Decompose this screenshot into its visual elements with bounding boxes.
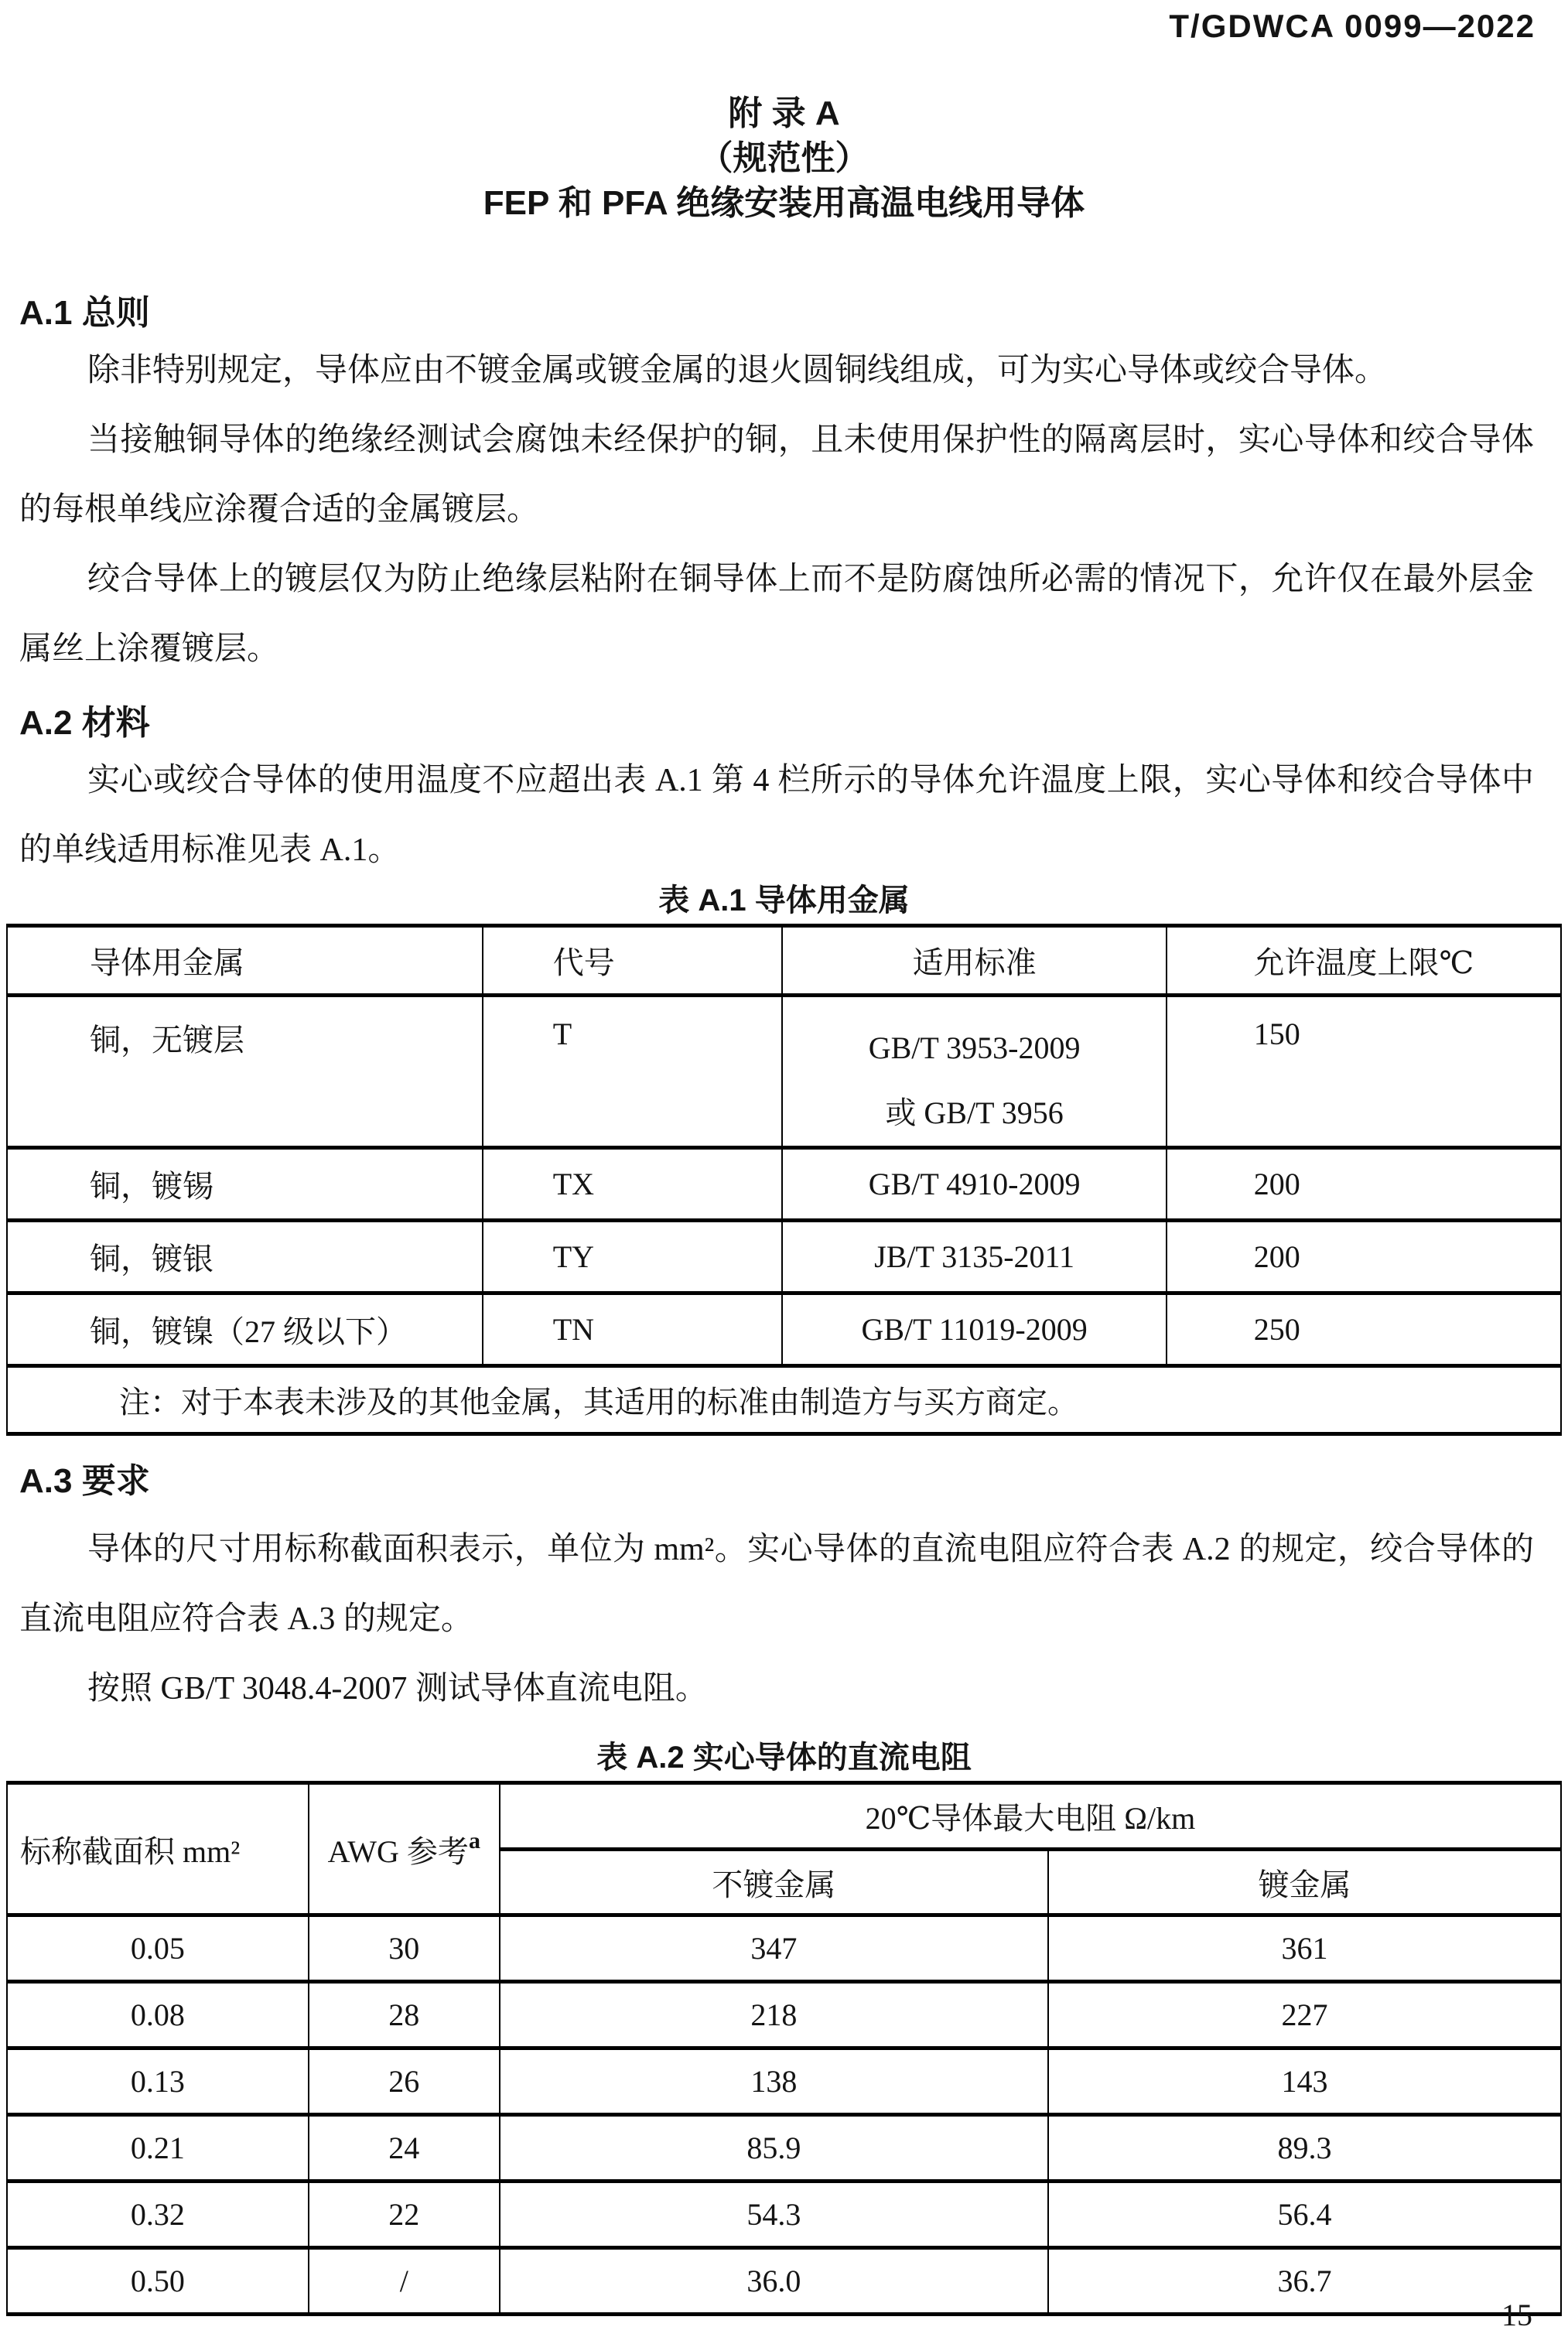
cell-awg: /	[309, 2248, 500, 2315]
appendix-title: 附 录 A	[728, 94, 840, 132]
paragraph-a1-1: 除非特别规定，导体应由不镀金属或镀金属的退火圆铜线组成，可为实心导体或绞合导体。	[87, 353, 1388, 388]
paragraph-a3-2: 按照 GB/T 3048.4-2007 测试导体直流电阻。	[87, 1671, 708, 1707]
table-row	[7, 1915, 1561, 1982]
cell-metal: 铜，无镀层	[7, 996, 483, 1148]
paragraph-a1-3: 绞合导体上的镀层仅为防止绝缘层粘附在铜导体上而不是防腐蚀所必需的情况下，允许仅在最外层金属丝上涂覆镀层。	[19, 562, 1534, 667]
cell-standard-line1: GB/T 3953-2009	[868, 1030, 1081, 1065]
cell-plated: 143	[1048, 2048, 1561, 2115]
cell-code: T	[483, 996, 783, 1148]
cell-plated: 56.4	[1048, 2182, 1561, 2248]
table-a1-header-standard: 适用标准	[782, 926, 1166, 996]
cell-standard: JB/T 3135-2011	[782, 1221, 1166, 1293]
cell-temp: 200	[1167, 1148, 1561, 1221]
appendix-normative-label: （规范性）	[699, 139, 869, 177]
cell-unplated: 138	[500, 2048, 1048, 2115]
cell-unplated: 85.9	[500, 2115, 1048, 2182]
paragraph-a3-1: 导体的尺寸用标称截面积表示，单位为 mm²。实心导体的直流电阻应符合表 A.2 的规定，绞合导体的直流电阻应符合表 A.3 的规定。	[19, 1532, 1534, 1637]
cell-plated: 227	[1048, 1982, 1561, 2048]
cell-area: 0.21	[7, 2115, 309, 2182]
cell-unplated: 54.3	[500, 2182, 1048, 2248]
table-a2-caption: 表 A.2 实心导体的直流电阻	[596, 1741, 972, 1775]
table-row	[7, 2115, 1561, 2182]
table-a2-group-header-row	[7, 1783, 1561, 1850]
cell-metal: 铜，镀镍（27 级以下）	[7, 1293, 483, 1366]
cell-temp: 200	[1167, 1221, 1561, 1293]
table-row	[7, 1982, 1561, 2048]
cell-standard: GB/T 4910-2009	[782, 1148, 1166, 1221]
cell-metal: 铜，镀锡	[7, 1148, 483, 1221]
cell-standard: GB/T 11019-2009	[782, 1293, 1166, 1366]
table-a1-header-metal: 导体用金属	[7, 926, 483, 996]
cell-area: 0.13	[7, 2048, 309, 2115]
cell-plated: 36.7	[1048, 2248, 1561, 2315]
section-heading-a2: A.2 材料	[19, 704, 150, 742]
cell-area: 0.32	[7, 2182, 309, 2248]
cell-area: 0.50	[7, 2248, 309, 2315]
cell-standard-line2: 或 GB/T 3956	[885, 1095, 1064, 1130]
cell-awg: 22	[309, 2182, 500, 2248]
table-a1-caption: 表 A.1 导体用金属	[658, 883, 910, 917]
cell-awg: 24	[309, 2115, 500, 2182]
table-row	[7, 2048, 1561, 2115]
table-row	[7, 996, 1561, 1148]
cell-awg: 26	[309, 2048, 500, 2115]
appendix-subject-title: FEP 和 PFA 绝缘安装用高温电线用导体	[483, 184, 1085, 222]
table-row	[7, 2182, 1561, 2248]
section-heading-a3: A.3 要求	[19, 1462, 150, 1500]
table-a2-header-area: 标称截面积 mm²	[7, 1783, 309, 1915]
cell-awg: 28	[309, 1982, 500, 2048]
cell-temp: 150	[1167, 996, 1561, 1148]
section-heading-a1: A.1 总则	[19, 294, 150, 332]
cell-unplated: 218	[500, 1982, 1048, 2048]
cell-standard	[782, 996, 1166, 1148]
doc-number: T/GDWCA 0099—2022	[1169, 8, 1536, 44]
cell-code: TX	[483, 1148, 783, 1221]
table-a2-header-unplated: 不镀金属	[500, 1850, 1048, 1915]
cell-area: 0.08	[7, 1982, 309, 2048]
table-a1-header-code: 代号	[483, 926, 783, 996]
cell-unplated: 36.0	[500, 2248, 1048, 2315]
cell-area: 0.05	[7, 1915, 309, 1982]
table-row	[7, 2248, 1561, 2315]
paragraph-a2-1: 实心或绞合导体的使用温度不应超出表 A.1 第 4 栏所示的导体允许温度上限，实心导体和绞合导体中的单线适用标准见表 A.1。	[19, 763, 1534, 868]
cell-plated: 361	[1048, 1915, 1561, 1982]
table-a2-header-plated: 镀金属	[1048, 1850, 1561, 1915]
table-a2	[6, 1781, 1562, 2316]
table-a1	[6, 924, 1562, 1436]
table-row	[7, 1293, 1561, 1366]
table-a1-note: 注：对于本表未涉及的其他金属，其适用的标准由制造方与买方商定。	[7, 1366, 1561, 1434]
cell-awg: 30	[309, 1915, 500, 1982]
cell-temp: 250	[1167, 1293, 1561, 1366]
cell-plated: 89.3	[1048, 2115, 1561, 2182]
table-a1-note-row	[7, 1366, 1561, 1434]
table-a2-header-awg	[309, 1783, 500, 1915]
cell-code: TN	[483, 1293, 783, 1366]
table-a2-header-awg-label: AWG 参考	[327, 1833, 469, 1869]
cell-unplated: 347	[500, 1915, 1048, 1982]
table-a2-header-resistance-group: 20℃导体最大电阻 Ω/km	[500, 1783, 1561, 1850]
cell-code: TY	[483, 1221, 783, 1293]
table-a1-header-temp: 允许温度上限℃	[1167, 926, 1561, 996]
table-row	[7, 1148, 1561, 1221]
cell-metal: 铜，镀银	[7, 1221, 483, 1293]
page-number: 15	[1501, 2298, 1532, 2332]
paragraph-a1-2: 当接触铜导体的绝缘经测试会腐蚀未经保护的铜，且未使用保护性的隔离层时，实心导体和绞合导体的每根单线应涂覆合适的金属镀层。	[19, 422, 1534, 528]
footnote-marker-a: a	[468, 1827, 480, 1854]
table-a1-header-row	[7, 926, 1561, 996]
table-row	[7, 1221, 1561, 1293]
